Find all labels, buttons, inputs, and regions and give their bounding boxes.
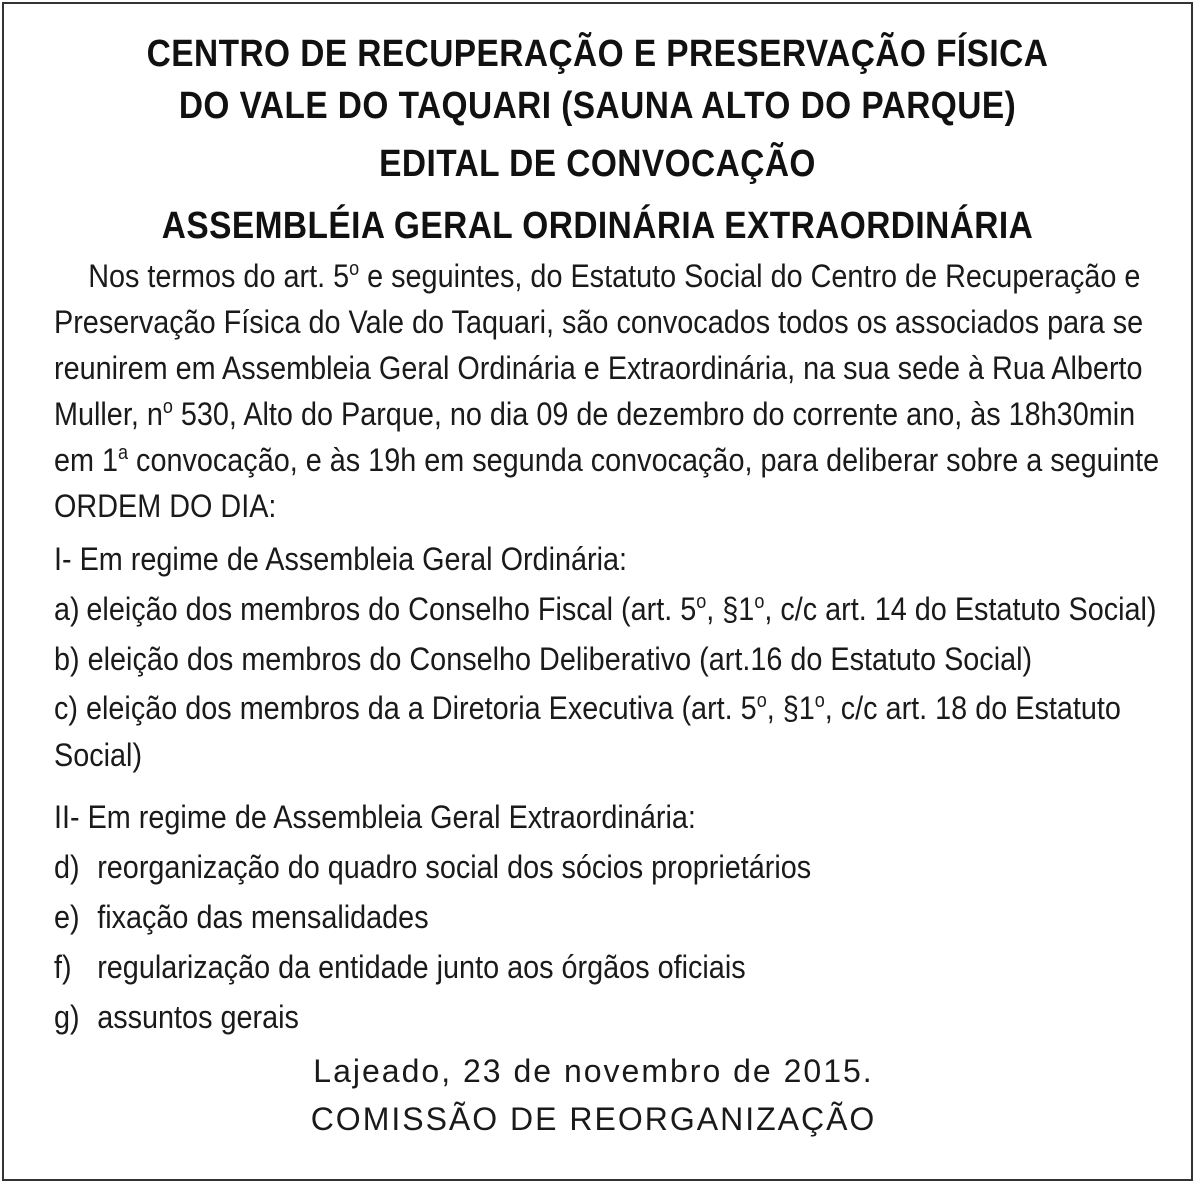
superscript: o <box>756 690 767 712</box>
place-and-date: Lajeado, 23 de novembro de 2015. <box>313 1053 874 1089</box>
superscript: o <box>754 591 765 613</box>
notice-frame <box>2 2 1193 1181</box>
paragraph-text: e seguintes, do Estatuto Social do Centro de Recuperação e <box>359 258 1141 294</box>
agenda-item-g <box>54 994 299 1040</box>
agenda-item-a <box>54 586 1157 632</box>
item-marker: d) <box>54 849 80 885</box>
paragraph-text: 530, Alto do Parque, no dia 09 de dezembro do corrente ano, às 18h30min <box>172 396 1136 432</box>
section-extraordinary-heading: II- Em regime de Assembleia Geral Extraordinária: <box>54 799 696 835</box>
item-marker: f) <box>54 949 72 985</box>
superscript: o <box>162 396 173 418</box>
paragraph-text: em 1 <box>54 442 119 478</box>
paragraph-text: Muller, n <box>54 396 163 432</box>
item-text: , c/c art. 14 do Estatuto Social) <box>764 591 1157 627</box>
notice-title: EDITAL DE CONVOCAÇÃO <box>379 143 816 185</box>
organization-title-line-1: CENTRO DE RECUPERAÇÃO E PRESERVAÇÃO FÍSICA <box>146 33 1049 75</box>
paragraph-line <box>54 253 1143 299</box>
superscript: o <box>814 690 825 712</box>
paragraph-text: Nos termos do art. 5 <box>88 258 350 294</box>
item-text: fixação das mensalidades <box>97 899 429 935</box>
item-text: reorganização do quadro social dos sócios proprietários <box>97 849 812 885</box>
paragraph-text: convocação, e às 19h em segunda convocação, para deliberar sobre a seguinte <box>128 442 1160 478</box>
agenda-item-f <box>54 944 746 990</box>
section-ordinary-heading: I- Em regime de Assembleia Geral Ordinária: <box>54 541 628 577</box>
item-text: assuntos gerais <box>97 999 299 1035</box>
item-text: , §1 <box>766 690 815 726</box>
agenda-item-b: b) eleição dos membros do Conselho Deliberativo (art.16 do Estatuto Social) <box>54 641 1033 677</box>
paragraph-line: reunirem em Assembleia Geral Ordinária e Extraordinária, na sua sede à Rua Alberto <box>54 350 1143 386</box>
item-marker: e) <box>54 899 80 935</box>
agenda-item-c-continued: Social) <box>54 737 143 773</box>
agenda-item-c <box>54 685 1121 731</box>
superscript: o <box>696 591 707 613</box>
item-marker: g) <box>54 999 80 1035</box>
item-text: , c/c art. 18 do Estatuto <box>824 690 1121 726</box>
item-marker: a) <box>54 591 80 627</box>
item-text: , §1 <box>706 591 755 627</box>
signature: COMISSÃO DE REORGANIZAÇÃO <box>310 1101 877 1137</box>
superscript: a <box>118 442 129 464</box>
assembly-title: ASSEMBLÉIA GERAL ORDINÁRIA EXTRAORDINÁRIA <box>161 205 1034 247</box>
paragraph-line: Preservação Física do Vale do Taquari, são convocados todos os associados para se <box>54 304 1144 340</box>
paragraph-line <box>54 437 1160 483</box>
organization-title-line-2: DO VALE DO TAQUARI (SAUNA ALTO DO PARQUE) <box>178 85 1017 127</box>
agenda-label: ORDEM DO DIA: <box>54 488 277 524</box>
item-text: eleição dos membros do Conselho Fiscal (art. 5 <box>86 591 697 627</box>
item-text: c) eleição dos membros da a Diretoria Executiva (art. 5 <box>54 690 757 726</box>
paragraph-line <box>54 391 1143 437</box>
superscript: o <box>349 258 360 280</box>
agenda-item-e <box>54 894 429 940</box>
item-text: regularização da entidade junto aos órgãos oficiais <box>97 949 746 985</box>
convocation-paragraph <box>54 253 1160 529</box>
agenda-item-d <box>54 844 811 890</box>
